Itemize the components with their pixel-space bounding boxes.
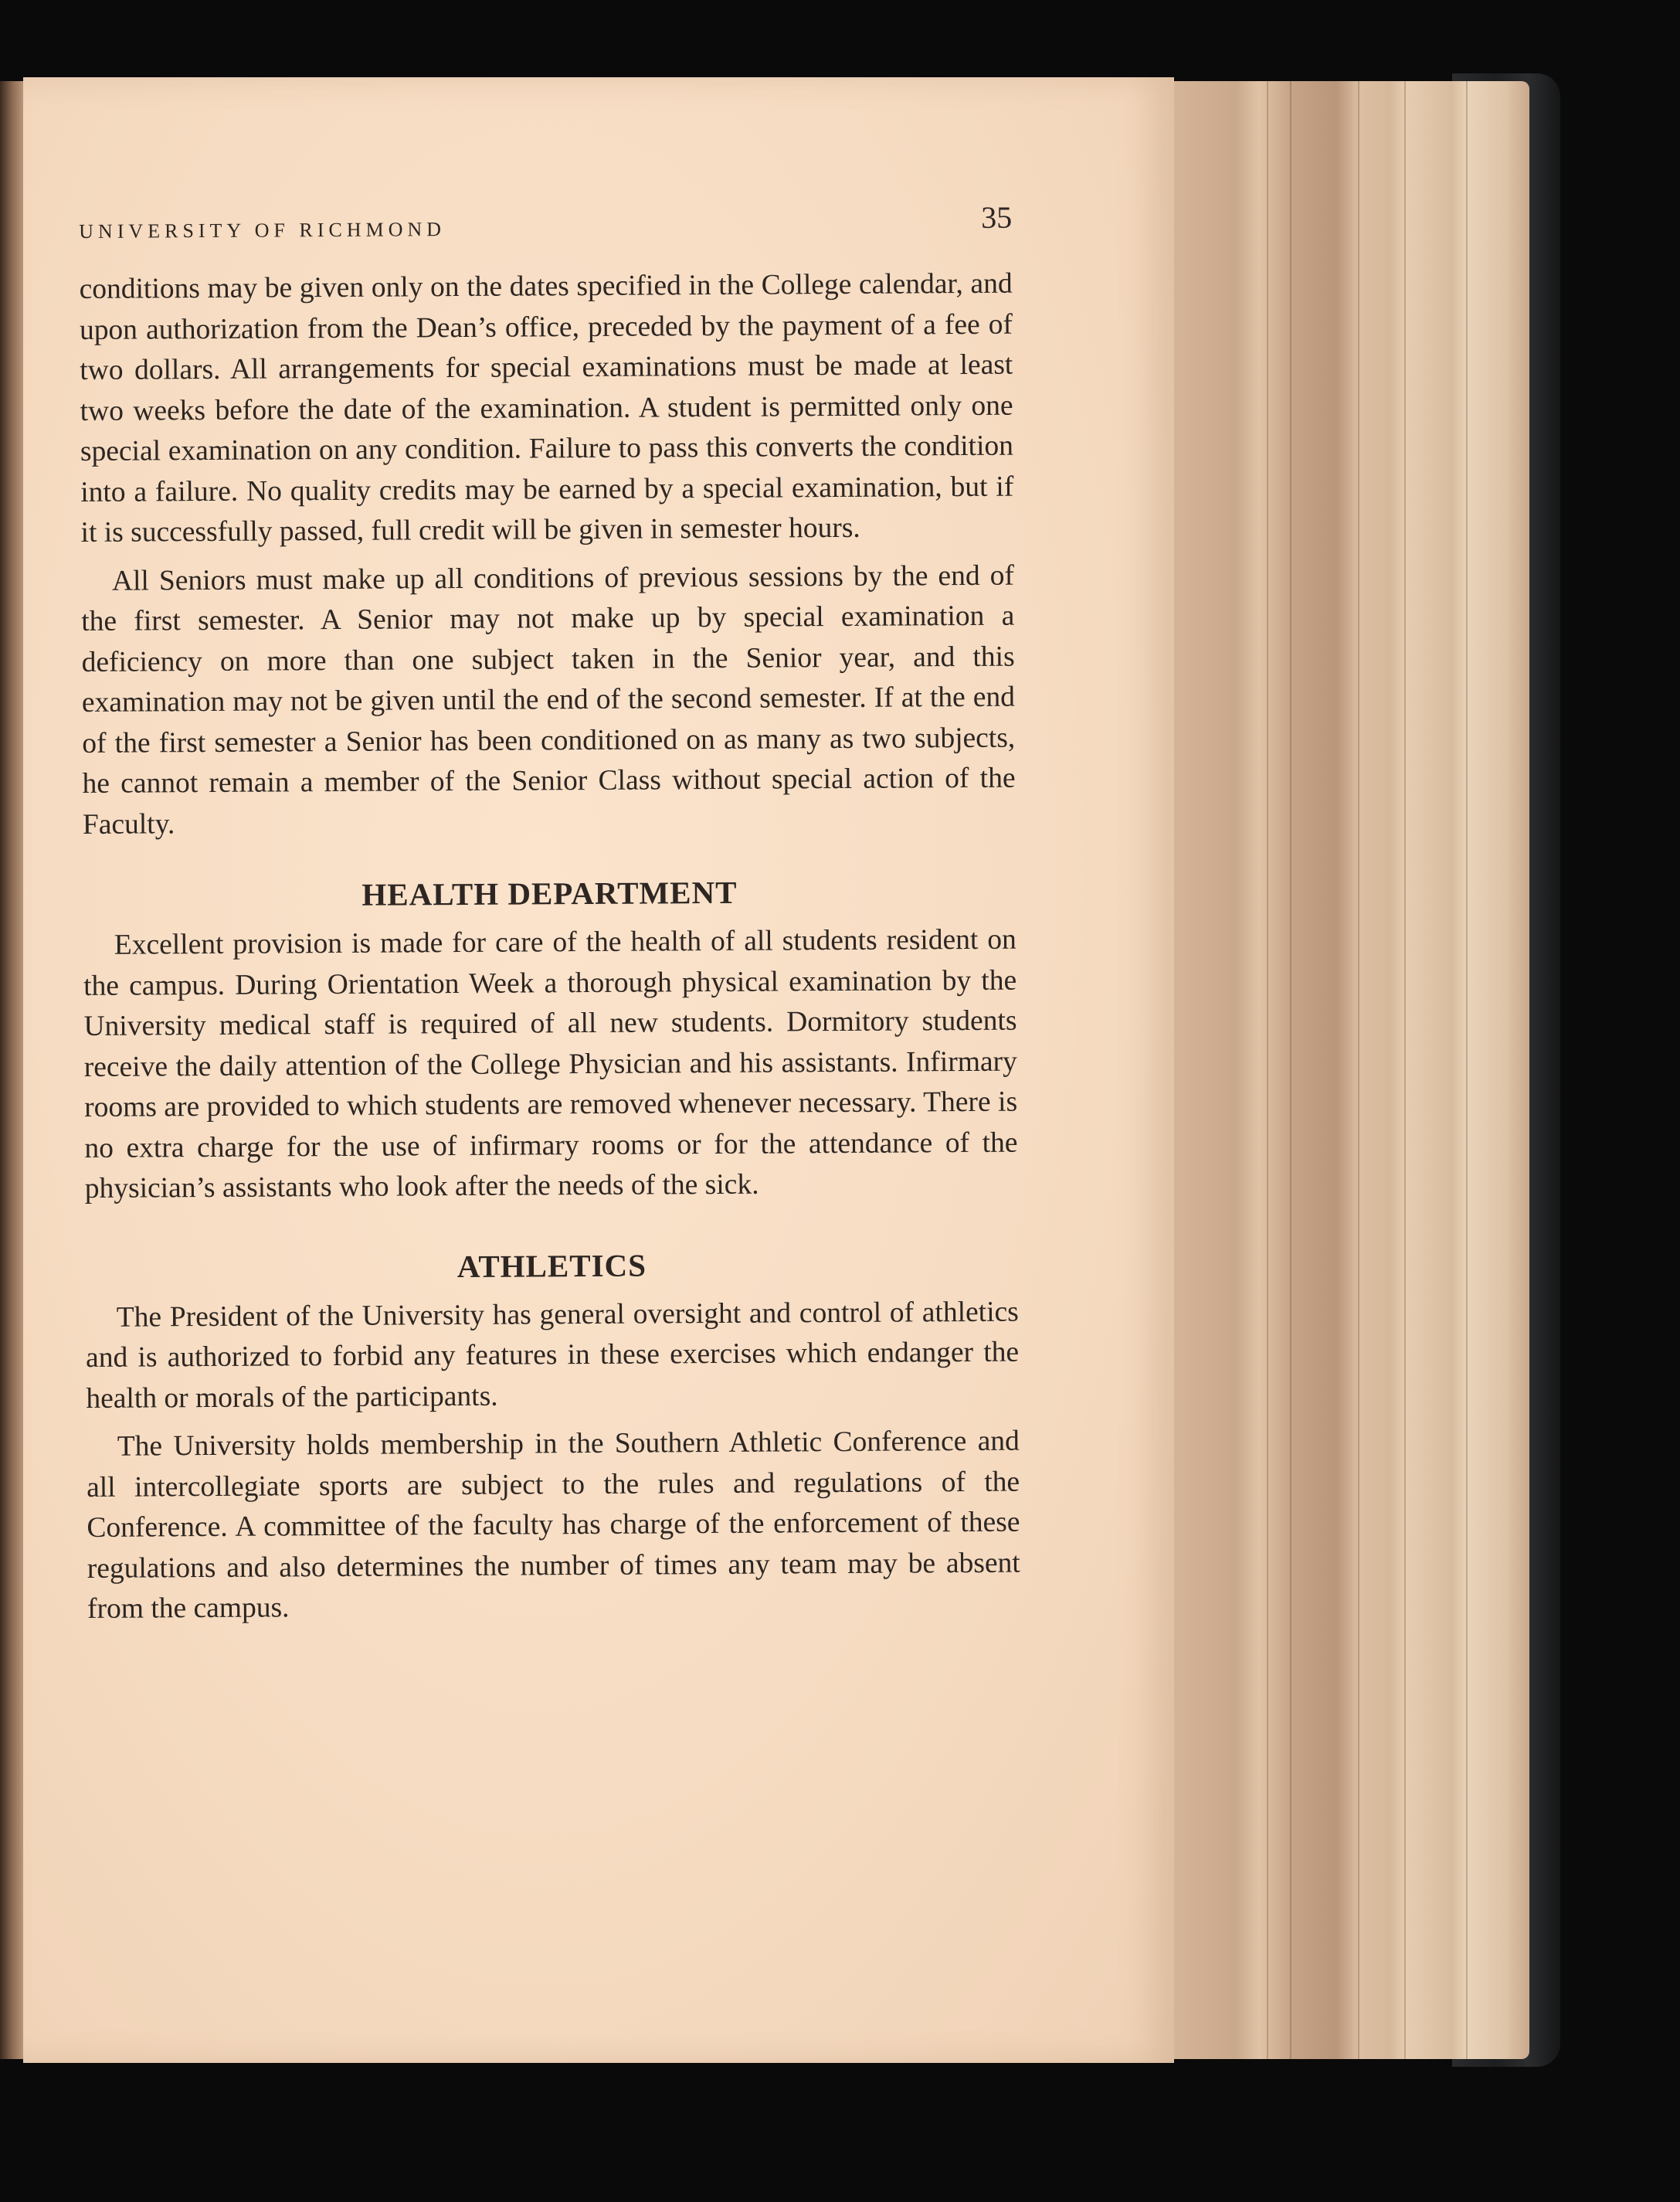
heading-health-department: HEALTH DEPARTMENT [361, 874, 738, 912]
heading-athletics: ATHLETICS [456, 1247, 647, 1284]
paragraph-conditions: conditions may be given only on the dates specified in the College calendar, and upon authorization from the Dean’s office, preceded by the payment of a fee of two dollars. All arrangements for special examinations must be made at least two weeks before the date of the examination. A student is permitted only one special examination on any condition. Failure to pass this converts the condition into a failure. No quality credits may be earned by a special examination, but if it is successfully passed, full credit will be given in semester hours. [79, 267, 1014, 549]
page-edges [1159, 81, 1529, 2059]
page-text [79, 199, 1020, 1630]
running-head: UNIVERSITY OF RICHMOND [79, 218, 446, 243]
paragraph-athletics-conference: The University holds membership in the Southern Athletic Conference and all intercollegiate sports are subject to the rules and regulations of the Conference. A committee of the faculty has charge of the enforcement of these regulations and also determines the number of times any team may be absent from the campus. [87, 1425, 1020, 1625]
paragraph-health: Excellent provision is made for care of the health of all students resident on the campus. During Orientation Week a thorough physical examination by the University medical staff is required of all new students. Dormitory students receive the daily attention of the College Physician and his assistants. Infirmary rooms are provided to which students are removed whenever necessary. There is no extra charge for the use of infirmary rooms or for the attendance of the physician’s assistants who look after the needs of the sick. [83, 923, 1018, 1205]
page-number: 35 [980, 199, 1013, 235]
paragraph-seniors: All Seniors must make up all conditions of previous sessions by the end of the first semester. A Senior may not make up by special examination a deficiency on more than one subject taken in the Senior year, and this examination may not be given until the end of the second semester. If at the end of the first semester a Senior has been conditioned on as many as two subjects, he cannot remain a member of the Senior Class without special action of the Faculty. [81, 559, 1016, 841]
page-header [79, 199, 1012, 259]
paragraph-athletics-oversight: The President of the University has general oversight and control of athletics and is authorized to forbid any features in these exercises which endanger the health or morals of the participants. [85, 1296, 1020, 1415]
